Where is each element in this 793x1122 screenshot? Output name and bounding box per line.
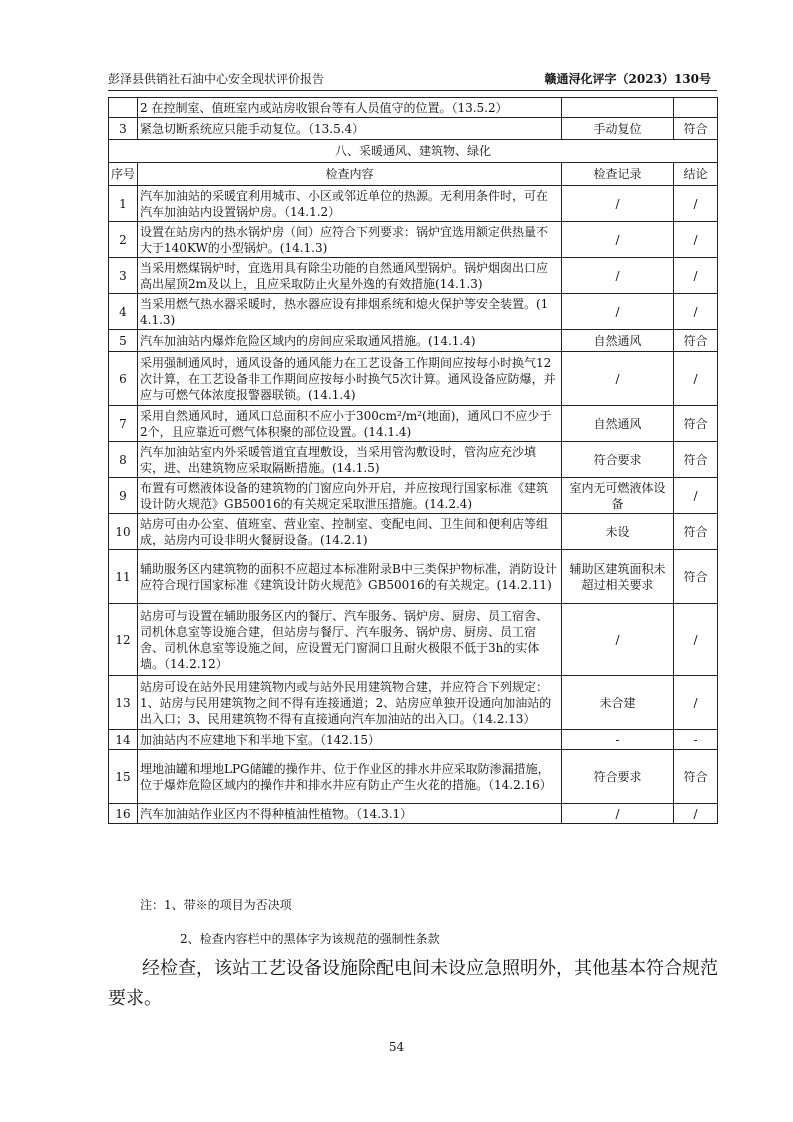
column-header-num: 序号 <box>109 163 138 186</box>
header-right: 赣通浔化评字（2023）130号 <box>544 72 711 86</box>
row-result: - <box>674 730 718 750</box>
row-record: 室内无可燃液体设备 <box>562 478 674 514</box>
header-rule <box>108 90 717 91</box>
row-content: 辅助服务区内建筑物的面积不应超过本标准附录B中三类保护物标准，消防设计应符合现行国家标准《建筑设计防火规范》GB50016的有关规定。(14.2.11) <box>138 550 562 604</box>
row-content: 汽车加油站内爆炸危险区域内的房间应采取通风措施。(14.1.4) <box>138 330 562 352</box>
row-result: / <box>674 222 718 258</box>
row-record: / <box>562 604 674 676</box>
row-number: 3 <box>109 118 138 140</box>
row-result: / <box>674 804 718 824</box>
row-record: 符合要求 <box>562 442 674 478</box>
row-number: 12 <box>109 604 138 676</box>
row-number <box>109 98 138 118</box>
row-record: 辅助区建筑面积未超过相关要求 <box>562 550 674 604</box>
table-row <box>109 294 718 330</box>
section-title: 八、采暖通风、建筑物、绿化 <box>109 140 718 163</box>
column-header-content: 检查内容 <box>138 163 562 186</box>
row-number: 8 <box>109 442 138 478</box>
table-row <box>109 258 718 294</box>
row-record: 自然通风 <box>562 406 674 442</box>
table-row <box>109 330 718 352</box>
row-content: 汽车加油站作业区内不得种植油性植物。（14.3.1） <box>138 804 562 824</box>
row-number: 7 <box>109 406 138 442</box>
table-row <box>109 804 718 824</box>
row-result: / <box>674 604 718 676</box>
conclusion-paragraph: 经检查，该站工艺设备设施除配电间未设应急照明外，其他基本符合规范要求。 <box>108 958 718 1009</box>
row-content: 站房可与设置在辅助服务区内的餐厅、汽车服务、锅炉房、厨房、员工宿舍、司机休息室等设施合建，但站房与餐厅、汽车服务、锅炉房、厨房、员工宿舍、司机休息室等设施之间，应设置无门窗洞口且耐火极限不低于3h的实体墙。（14.2.12） <box>138 604 562 676</box>
table-row <box>109 550 718 604</box>
table-row <box>109 98 718 118</box>
table-row <box>109 352 718 406</box>
column-header-record: 检查记录 <box>562 163 674 186</box>
row-result: 符合 <box>674 750 718 804</box>
row-number: 10 <box>109 514 138 550</box>
row-number: 13 <box>109 676 138 730</box>
row-content: 2 在控制室、值班室内或站房收银台等有人员值守的位置。（13.5.2） <box>138 98 562 118</box>
row-result: / <box>674 478 718 514</box>
row-record: / <box>562 222 674 258</box>
row-number: 5 <box>109 330 138 352</box>
row-record: / <box>562 804 674 824</box>
row-record: 符合要求 <box>562 750 674 804</box>
row-content: 站房可设在站外民用建筑物内或与站外民用建筑物合建，并应符合下列规定：1、站房与民用建筑物之间不得有连接通道；2、站房应单独开设通向加油站的出入口；3、民用建筑物不得有直接通向汽车加油站的出入口。（14.2.13） <box>138 676 562 730</box>
row-content: 站房可由办公室、值班室、营业室、控制室、变配电间、卫生间和便利店等组成，站房内可设非明火餐厨设备。(14.2.1) <box>138 514 562 550</box>
row-number: 14 <box>109 730 138 750</box>
row-number: 3 <box>109 258 138 294</box>
row-content: 采用强制通风时，通风设备的通风能力在工艺设备工作期间应按每小时换气12次计算，在工艺设备非工作期间应按每小时换气5次计算。通风设备应防爆，并应与可燃气体浓度报警器联锁。(14.1.4) <box>138 352 562 406</box>
row-number: 16 <box>109 804 138 824</box>
table-row <box>109 514 718 550</box>
table-header-row <box>109 163 718 186</box>
table-row <box>109 222 718 258</box>
row-content: 采用自然通风时，通风口总面积不应小于300cm²/m²(地面)，通风口不应少于2个，且应靠近可燃气体积聚的部位设置。(14.1.4) <box>138 406 562 442</box>
row-result: / <box>674 258 718 294</box>
row-number: 9 <box>109 478 138 514</box>
row-content: 布置有可燃液体设备的建筑物的门窗应向外开启，并应按现行国家标准《建筑设计防火规范》GB50016的有关规定采取泄压措施。(14.2.4) <box>138 478 562 514</box>
row-content: 当采用燃煤锅炉时，宜选用具有除尘功能的自然通风型锅炉。锅炉烟囱出口应高出屋顶2m及以上，且应采取防止火星外逸的有效措施(14.1.3) <box>138 258 562 294</box>
row-result: 符合 <box>674 330 718 352</box>
row-content: 加油站内不应建地下和半地下室。（142.15） <box>138 730 562 750</box>
table-row <box>109 604 718 676</box>
row-number: 2 <box>109 222 138 258</box>
row-content: 紧急切断系统应只能手动复位。（13.5.4） <box>138 118 562 140</box>
row-result <box>674 98 718 118</box>
row-record: - <box>562 730 674 750</box>
row-content: 汽车加油站室内外采暖管道宜直埋敷设，当采用管沟敷设时，管沟应充沙填实，进、出建筑物应采取隔断措施。(14.1.5) <box>138 442 562 478</box>
row-result: / <box>674 676 718 730</box>
row-content: 汽车加油站的采暖宜利用城市、小区或邻近单位的热源。无利用条件时，可在汽车加油站内设置锅炉房。（14.1.2） <box>138 186 562 222</box>
page-number: 54 <box>388 1040 405 1054</box>
row-record: 手动复位 <box>562 118 674 140</box>
row-number: 4 <box>109 294 138 330</box>
row-record: / <box>562 186 674 222</box>
row-result: 符合 <box>674 118 718 140</box>
row-number: 1 <box>109 186 138 222</box>
row-result: 符合 <box>674 406 718 442</box>
row-result: 符合 <box>674 550 718 604</box>
row-result: 符合 <box>674 442 718 478</box>
row-result: / <box>674 294 718 330</box>
row-number: 11 <box>109 550 138 604</box>
row-record <box>562 98 674 118</box>
row-content: 埋地油罐和埋地LPG储罐的操作井、位于作业区的排水井应采取防渗漏措施，位于爆炸危险区域内的操作井和排水井应有防止产生火花的措施。（14.2.16） <box>138 750 562 804</box>
row-record: 未合建 <box>562 676 674 730</box>
row-record: 未设 <box>562 514 674 550</box>
table-row <box>109 750 718 804</box>
table-row <box>109 406 718 442</box>
table-row <box>109 730 718 750</box>
note-2: 2、检查内容栏中的黑体字为该规范的强制性条款 <box>180 932 440 946</box>
row-record: / <box>562 258 674 294</box>
table-row <box>109 478 718 514</box>
table-row <box>109 118 718 140</box>
inspection-table <box>108 97 718 824</box>
row-result: / <box>674 186 718 222</box>
row-record: 自然通风 <box>562 330 674 352</box>
column-header-result: 结论 <box>674 163 718 186</box>
row-result: / <box>674 352 718 406</box>
table-row <box>109 186 718 222</box>
table-row <box>109 442 718 478</box>
row-content: 当采用燃气热水器采暖时，热水器应设有排烟系统和熄火保护等安全装置。(14.1.3) <box>138 294 562 330</box>
row-record: / <box>562 352 674 406</box>
row-record: / <box>562 294 674 330</box>
table-row <box>109 676 718 730</box>
note-1: 注：1、带※的项目为否决项 <box>140 898 292 912</box>
header-left: 彭泽县供销社石油中心安全现状评价报告 <box>108 72 325 86</box>
row-number: 6 <box>109 352 138 406</box>
row-number: 15 <box>109 750 138 804</box>
section-title-row <box>109 140 718 163</box>
row-result: 符合 <box>674 514 718 550</box>
row-content: 设置在站房内的热水锅炉房（间）应符合下列要求：锅炉宜选用额定供热量不大于140KW的小型锅炉。(14.1.3) <box>138 222 562 258</box>
